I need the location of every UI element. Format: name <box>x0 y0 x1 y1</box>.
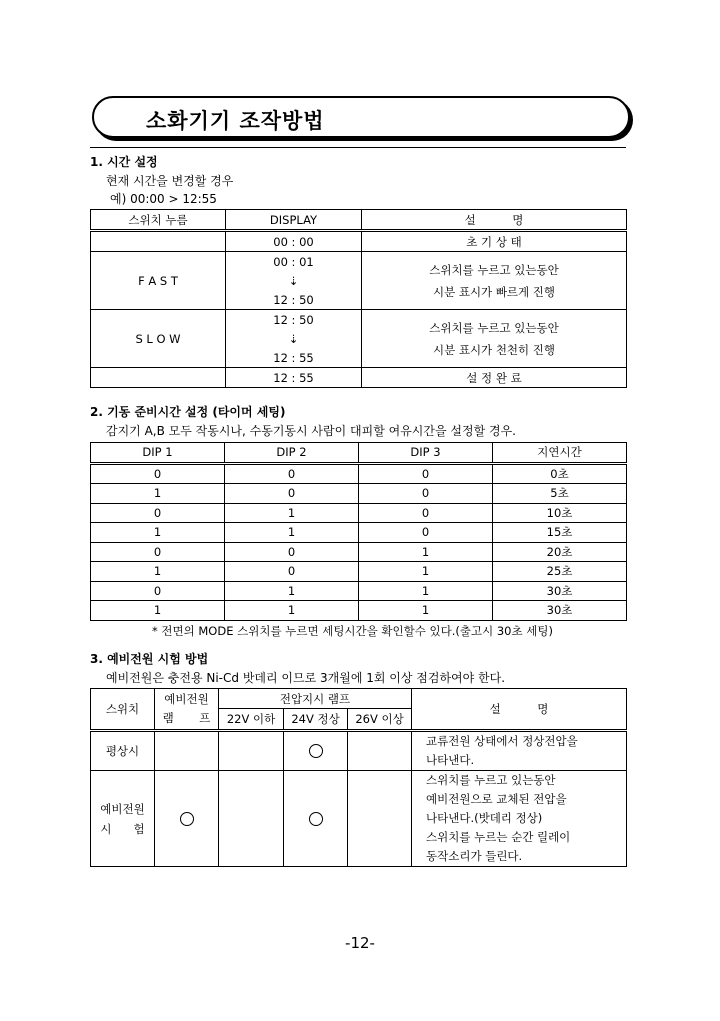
test-label <box>91 771 155 867</box>
dip2-cell: 1 <box>225 523 359 543</box>
delay-cell: 5초 <box>493 484 627 504</box>
lamp-on-circle-icon <box>309 744 323 758</box>
normal-desc-line2: 나타낸다. <box>426 753 475 767</box>
page-number: -12- <box>345 934 375 952</box>
init-desc: 초 기 상 태 <box>362 231 627 252</box>
slow-arrow-icon: ⇣ <box>226 329 362 348</box>
test-desc-line4: 스위치를 누르는 순간 릴레이 <box>426 830 571 844</box>
test-desc-line5: 동작소리가 들린다. <box>426 849 523 863</box>
dip3-cell: 0 <box>359 523 493 543</box>
header-22v: 22V 이하 <box>219 709 284 731</box>
dip3-cell: 1 <box>359 542 493 562</box>
header-delay: 지연시간 <box>493 443 627 464</box>
dip1-cell: 1 <box>91 484 225 504</box>
delay-cell: 30초 <box>493 581 627 601</box>
header-dip1: DIP 1 <box>91 443 225 464</box>
section3-heading: 3. 예비전원 시험 방법 <box>90 652 209 666</box>
dip3-cell: 1 <box>359 581 493 601</box>
header-switch: 스위치 <box>91 689 155 731</box>
delay-cell: 25초 <box>493 562 627 582</box>
delay-cell: 15초 <box>493 523 627 543</box>
section3-line1: 예비전원은 충전용 Ni-Cd 밧데리 이므로 3개월에 1회 이상 점검하여야 한다. <box>106 671 506 685</box>
header-26v: 26V 이상 <box>348 709 412 731</box>
section1-line1: 현재 시간을 변경할 경우 <box>106 174 234 188</box>
dip3-cell: 0 <box>359 484 493 504</box>
section1-heading: 1. 시간 설정 <box>90 155 158 169</box>
delay-cell: 0초 <box>493 463 627 484</box>
table-row <box>91 503 627 523</box>
dip1-cell: 1 <box>91 601 225 621</box>
test-desc <box>412 771 627 867</box>
dip2-cell: 1 <box>225 601 359 621</box>
init-switch-cell <box>91 231 226 252</box>
section2-line1: 감지기 A,B 모두 작동시나, 수동기동시 사람이 대피할 여유시간을 설정할 경우. <box>106 424 516 438</box>
dip2-cell: 0 <box>225 562 359 582</box>
table-row <box>91 542 627 562</box>
dip3-cell: 1 <box>359 601 493 621</box>
dip2-cell: 1 <box>225 581 359 601</box>
lamp-on-circle-icon <box>309 812 323 826</box>
test-22v-cell <box>219 771 284 867</box>
header-24v: 24V 정상 <box>284 709 348 731</box>
fast-arrow-icon: ⇣ <box>226 271 362 290</box>
slow-desc-line2: 시분 표시가 천천히 진행 <box>432 342 556 357</box>
time-setting-table <box>90 209 627 388</box>
header-dip2: DIP 2 <box>225 443 359 464</box>
dip3-cell: 0 <box>359 503 493 523</box>
dip1-cell: 0 <box>91 503 225 523</box>
header-voltage-lamp: 전압지시 램프 <box>219 689 412 709</box>
fast-desc-line1: 스위치를 누르고 있는동안 <box>429 262 559 277</box>
test-label-line1: 예비전원 <box>100 801 145 816</box>
table-row <box>91 463 627 484</box>
test-desc-line3: 나타낸다.(밧데리 정상) <box>426 811 543 825</box>
slow-desc-line1: 스위치를 누르고 있는동안 <box>429 320 559 335</box>
normal-26v-cell <box>348 731 412 771</box>
header-backup-lamp-line1: 예비전원 <box>164 692 209 706</box>
header-switch: 스위치 누름 <box>91 210 226 231</box>
normal-label: 평상시 <box>91 731 155 771</box>
lamp-on-circle-icon <box>180 812 194 826</box>
title-divider <box>90 147 626 148</box>
delay-cell: 20초 <box>493 542 627 562</box>
dip2-cell: 1 <box>225 503 359 523</box>
test-backup-cell <box>155 771 219 867</box>
fast-display-end: 12 : 50 <box>226 290 362 310</box>
delay-cell: 10초 <box>493 503 627 523</box>
slow-display-start: 12 : 50 <box>226 310 362 330</box>
dip2-cell: 0 <box>225 463 359 484</box>
title-box <box>92 96 630 138</box>
slow-desc <box>362 310 627 368</box>
delay-cell: 30초 <box>493 601 627 621</box>
slow-display-end: 12 : 55 <box>226 348 362 368</box>
section1-line2: 예) 00:00 > 12:55 <box>110 192 217 206</box>
fast-desc <box>362 252 627 310</box>
table-row <box>91 562 627 582</box>
dip1-cell: 1 <box>91 523 225 543</box>
page-title: 소화기기 조작방법 <box>146 109 325 133</box>
init-display: 00 : 00 <box>226 231 362 252</box>
done-display: 12 : 55 <box>226 368 362 388</box>
dip1-cell: 1 <box>91 562 225 582</box>
table-row <box>91 601 627 621</box>
header-display: DISPLAY <box>226 210 362 231</box>
test-26v-cell <box>348 771 412 867</box>
normal-backup-cell <box>155 731 219 771</box>
test-desc-line2: 예비전원으로 교체된 전압을 <box>426 792 567 806</box>
normal-row <box>91 731 627 771</box>
dip1-cell: 0 <box>91 463 225 484</box>
battery-test-table <box>90 688 627 867</box>
table-row <box>91 523 627 543</box>
fast-label: F A S T <box>91 252 226 310</box>
header-desc: 설 명 <box>362 210 627 231</box>
done-desc: 설 정 완 료 <box>362 368 627 388</box>
normal-24v-cell <box>284 731 348 771</box>
timer-setting-table <box>90 442 627 621</box>
section2-heading: 2. 기동 준비시간 설정 (타이머 세팅) <box>90 405 286 419</box>
header-desc: 설 명 <box>412 689 627 731</box>
test-label-line2: 시 험 <box>100 821 145 836</box>
dip3-cell: 0 <box>359 463 493 484</box>
done-switch-cell <box>91 368 226 388</box>
dip1-cell: 0 <box>91 581 225 601</box>
test-24v-cell <box>284 771 348 867</box>
dip2-cell: 0 <box>225 484 359 504</box>
test-row <box>91 771 627 867</box>
slow-label: S L O W <box>91 310 226 368</box>
dip1-cell: 0 <box>91 542 225 562</box>
normal-22v-cell <box>219 731 284 771</box>
normal-desc <box>412 731 627 771</box>
fast-desc-line2: 시분 표시가 빠르게 진행 <box>432 284 556 299</box>
timer-note: * 전면의 MODE 스위치를 누르면 세팅시간을 확인할수 있다.(출고시 30초 세팅) <box>152 624 553 638</box>
table-row <box>91 484 627 504</box>
normal-desc-line1: 교류전원 상태에서 정상전압을 <box>426 734 578 748</box>
header-backup-lamp-line2: 램 프 <box>162 711 211 725</box>
dip3-cell: 1 <box>359 562 493 582</box>
header-dip3: DIP 3 <box>359 443 493 464</box>
fast-display-start: 00 : 01 <box>226 252 362 272</box>
test-desc-line1: 스위치를 누르고 있는동안 <box>426 773 556 787</box>
dip2-cell: 0 <box>225 542 359 562</box>
table-row <box>91 581 627 601</box>
header-backup-lamp <box>155 689 219 731</box>
